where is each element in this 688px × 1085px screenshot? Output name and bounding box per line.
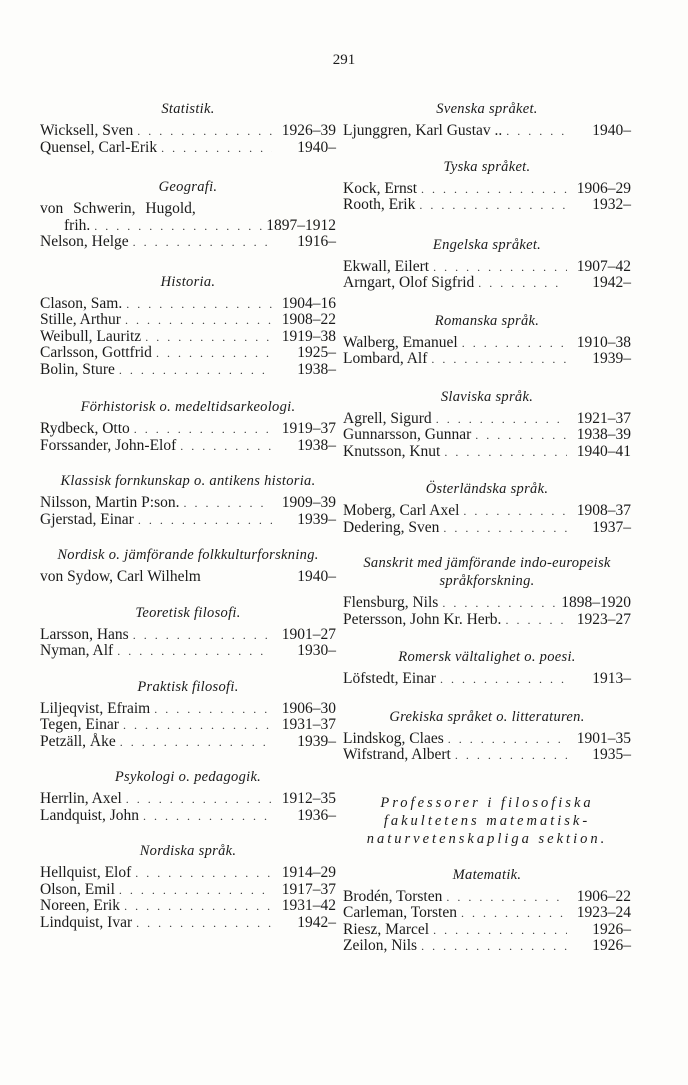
entry-name: Carleman, Torsten	[343, 904, 457, 921]
entry-name: Hellquist, Elof	[40, 864, 132, 881]
leader-dots	[442, 595, 557, 612]
leader-dots	[184, 495, 272, 512]
entry-name: Gunnarsson, Gunnar	[343, 426, 472, 443]
entry-years: 1907–42	[576, 257, 631, 275]
leader-dots	[440, 671, 567, 688]
entry-name: Petersson, John Kr. Herb.	[343, 610, 502, 628]
entry-name: Zeilon, Nils	[343, 937, 418, 954]
entry-row	[40, 701, 336, 718]
entry-years: 1926–	[592, 937, 631, 954]
entry-years: 1919–37	[281, 420, 336, 437]
entry-years: 1904–16	[281, 294, 336, 312]
leader-dots	[448, 731, 567, 748]
entry-name: Riesz, Marcel	[343, 920, 430, 938]
leader-dots	[443, 520, 567, 537]
leader-dots	[138, 512, 272, 529]
leader-dots	[133, 234, 272, 251]
entry-row	[343, 427, 631, 444]
entry-years: 1908–22	[281, 311, 336, 328]
entry-name: Bolin, Sture	[40, 360, 115, 378]
entry-years: 1931–42	[281, 897, 336, 914]
entry-row	[40, 140, 336, 157]
entry-name: Brodén, Torsten	[343, 887, 443, 905]
entry-years: 1897–1912	[266, 216, 336, 234]
entry-name: Ekwall, Eilert	[343, 257, 430, 275]
entry-row	[40, 123, 336, 140]
entry-years: 1913–	[592, 670, 631, 687]
entry-row	[343, 905, 631, 922]
entry-years: 1940–	[592, 122, 631, 139]
entry-row	[343, 197, 631, 214]
leader-dots	[461, 905, 567, 922]
leader-dots	[419, 197, 567, 214]
entry-years: 1906–30	[281, 699, 336, 717]
entry-name: Walberg, Emanuel	[343, 333, 458, 351]
entry-years: 1935–	[592, 746, 631, 763]
leader-dots	[94, 218, 262, 235]
section	[40, 273, 336, 379]
entry-years: 1926–	[592, 920, 631, 938]
section-heading: Tyska språket.	[443, 158, 531, 175]
section-heading: Svenska språket.	[436, 101, 538, 117]
leader-dots	[120, 734, 272, 751]
entry-years: 1932–	[592, 196, 631, 213]
leader-dots	[433, 259, 567, 276]
entry-years: 1908–37	[576, 502, 631, 519]
entry-row	[343, 411, 631, 428]
entry-name: Forssander, John-Elof	[40, 436, 177, 454]
section-heading: Österländska språk.	[425, 481, 549, 497]
section	[343, 388, 631, 461]
leader-dots	[436, 411, 567, 428]
entry-row	[40, 627, 336, 644]
leader-dots	[119, 882, 272, 899]
section	[40, 472, 336, 528]
section	[40, 768, 336, 824]
entry-name: Clason, Sam.	[40, 294, 123, 312]
leader-dots	[444, 444, 567, 461]
section-heading: Romanska språk.	[434, 312, 540, 329]
section-heading: Nordisk o. jämförande folkkulturforskning.	[57, 547, 319, 563]
leader-dots	[145, 329, 272, 346]
leader-dots	[506, 123, 567, 140]
entry-row	[40, 218, 336, 235]
entry-name: Tegen, Einar	[40, 716, 119, 733]
entry-years: 1926–39	[281, 122, 336, 139]
entry-name: Flensburg, Nils	[343, 594, 439, 611]
entry-row	[343, 922, 631, 939]
section-heading: Statistik.	[161, 101, 215, 117]
entry-years: 1916–	[297, 233, 336, 250]
leader-dots	[180, 438, 272, 455]
entry-row	[40, 296, 336, 313]
entry-years: 1936–	[297, 806, 336, 824]
leader-dots	[125, 312, 272, 329]
entry-row	[40, 495, 336, 512]
entry-row	[343, 275, 631, 292]
entry-row	[40, 808, 336, 825]
leader-dots	[446, 889, 567, 906]
entry-row	[40, 421, 336, 438]
entry-row	[343, 747, 631, 764]
entry-row	[40, 438, 336, 455]
section	[40, 178, 336, 251]
entry-row	[343, 444, 631, 461]
section-heading: Engelska språket.	[432, 236, 542, 253]
leader-dots	[126, 296, 272, 313]
section-heading: Slaviska språk.	[440, 388, 534, 405]
leader-dots	[463, 503, 567, 520]
entry-row	[40, 512, 336, 529]
entry-years: 1938–39	[576, 426, 631, 443]
section-heading: Nordiska språk.	[139, 843, 237, 859]
section-heading: Praktisk filosofi.	[137, 678, 239, 695]
entry-row	[343, 612, 631, 629]
entry-years: 1937–	[592, 518, 631, 536]
entry-row	[343, 123, 631, 140]
entry-row	[343, 259, 631, 276]
entry-name: Stille, Arthur	[40, 311, 121, 328]
entry-row	[343, 351, 631, 368]
leader-dots	[126, 791, 272, 808]
entry-years: 1942–	[592, 274, 631, 291]
entry-years: 1923–27	[576, 610, 631, 628]
leader-dots	[161, 140, 272, 157]
entry-years: 1930–	[297, 642, 336, 659]
entry-years: 1901–27	[281, 625, 336, 643]
section	[343, 100, 631, 140]
entry-name: Moberg, Carl Axel	[343, 502, 460, 519]
entry-name: Kock, Ernst	[343, 179, 418, 197]
section-heading: Grekiska språket o. litteraturen.	[389, 708, 585, 725]
entry-name: Larsson, Hans	[40, 625, 129, 643]
leader-dots	[421, 181, 567, 198]
leader-dots	[154, 701, 272, 718]
leader-dots	[117, 643, 272, 660]
leader-dots	[475, 427, 567, 444]
entry-years: 1909–39	[281, 494, 336, 511]
section-heading: Klassisk fornkunskap o. antikens historia.	[60, 473, 316, 489]
section	[343, 554, 631, 628]
entry-name: Herrlin, Axel	[40, 790, 122, 807]
entry-years: 1912–35	[281, 790, 336, 807]
section-heading: Teoretisk filosofi.	[135, 604, 241, 621]
section	[343, 866, 631, 955]
section-heading: Psykologi o. pedagogik.	[114, 769, 262, 785]
section-heading: Geografi.	[158, 179, 218, 195]
section	[343, 312, 631, 368]
entry-years: 1906–29	[576, 179, 631, 197]
section	[40, 546, 336, 586]
entry-name: Wifstrand, Albert	[343, 746, 451, 763]
entry-row	[343, 595, 631, 612]
page-number: 291	[332, 52, 356, 68]
entry-row	[40, 234, 336, 251]
entry-name: Lombard, Alf	[343, 350, 428, 367]
entry-row	[40, 915, 336, 932]
entry-name: Lindquist, Ivar	[40, 913, 133, 931]
entry-name: Rooth, Erik	[343, 196, 416, 213]
entry-years: 1931–37	[281, 716, 336, 733]
entry-row	[40, 362, 336, 379]
right-column	[343, 82, 631, 955]
entry-years: 1914–29	[281, 864, 336, 881]
entry-name: Wicksell, Sven	[40, 122, 134, 139]
entry-years: 1939–	[297, 732, 336, 750]
entry-name: Quensel, Carl-Erik	[40, 138, 158, 156]
entry-name: Weibull, Lauritz	[40, 327, 142, 345]
entry-name: Liljeqvist, Efraim	[40, 699, 151, 717]
entry-name: Carlsson, Gottfrid	[40, 344, 152, 361]
section	[343, 708, 631, 764]
entry-name: Nelson, Helge	[40, 233, 129, 250]
entry-name: Ljunggren, Karl Gustav ..	[343, 122, 503, 139]
entry-name: Agrell, Sigurd	[343, 409, 432, 427]
entry-years: 1942–	[297, 913, 336, 931]
entry-row	[343, 181, 631, 198]
section	[40, 100, 336, 156]
leader-dots	[421, 938, 567, 955]
entry-row	[343, 520, 631, 537]
section	[343, 480, 631, 536]
leader-dots	[134, 421, 272, 438]
leader-dots	[156, 345, 272, 362]
entry-name: Petzäll, Åke	[40, 732, 116, 750]
entry-years: 1925–	[297, 344, 336, 361]
section-heading: Förhistorisk o. medeltidsarkeologi.	[80, 399, 296, 415]
entry-years: 1939–	[297, 510, 336, 528]
entry-name: Noreen, Erik	[40, 897, 121, 914]
leader-dots	[119, 362, 272, 379]
entry-years: 1917–37	[281, 880, 336, 898]
entry-years: 1940–41	[576, 442, 631, 460]
entry-row	[40, 312, 336, 329]
entry-name: Löfstedt, Einar	[343, 670, 436, 687]
entry-name: Gjerstad, Einar	[40, 510, 134, 528]
entry-name: Rydbeck, Otto	[40, 420, 130, 437]
leader-dots	[455, 747, 567, 764]
entry-years: 1939–	[592, 350, 631, 367]
entry-row	[40, 329, 336, 346]
leader-dots	[462, 335, 567, 352]
section-heading: Professorer i filosofiska fakultetens matematisk-naturvetenskapliga sektion.	[366, 794, 608, 847]
entry-name: Arngart, Olof Sigfrid	[343, 274, 475, 291]
entry-row	[343, 335, 631, 352]
leader-dots	[135, 865, 272, 882]
entry-years: 1898–1920	[561, 594, 631, 611]
leader-dots	[505, 612, 567, 629]
entry-years: 1921–37	[576, 409, 631, 427]
section	[40, 604, 336, 660]
leader-dots	[143, 808, 272, 825]
entry-row	[343, 938, 631, 955]
entry-name: von Sydow, Carl Wilhelm	[40, 568, 201, 585]
entry-row	[40, 865, 336, 882]
section	[40, 398, 336, 454]
entry-years: 1938–	[297, 436, 336, 454]
section-heading: Historia.	[160, 273, 216, 290]
section	[343, 648, 631, 688]
entry-row	[40, 882, 336, 899]
section-heading: Romersk vältalighet o. poesi.	[398, 649, 576, 665]
entry-row	[343, 671, 631, 688]
leader-dots	[136, 915, 272, 932]
entry-row	[40, 643, 336, 660]
entry-years: 1906–22	[576, 887, 631, 905]
section-heading: Matematik.	[452, 866, 522, 883]
entry-name: Nyman, Alf	[40, 642, 114, 659]
entry-years: 1938–	[297, 360, 336, 378]
entry-row	[40, 569, 336, 586]
entry-years: 1940–	[297, 138, 336, 156]
entry-name: Olson, Emil	[40, 880, 115, 898]
entry-years: 1901–35	[576, 729, 631, 747]
entry-name: Knutsson, Knut	[343, 442, 441, 460]
entry-row	[40, 734, 336, 751]
entry-years: 1923–24	[576, 904, 631, 921]
section	[343, 236, 631, 292]
entry-row	[40, 791, 336, 808]
section	[40, 678, 336, 751]
entry-name: Landquist, John	[40, 806, 140, 824]
entry-name: Lindskog, Claes	[343, 729, 444, 747]
entry-row	[40, 345, 336, 362]
section	[343, 158, 631, 214]
entry-name: frih.	[64, 216, 91, 234]
leader-dots	[478, 275, 567, 292]
entry-row	[40, 898, 336, 915]
entry-name: Dedering, Sven	[343, 518, 440, 536]
leader-dots	[433, 922, 567, 939]
entry-row	[343, 889, 631, 906]
leader-dots	[137, 123, 272, 140]
entry-row	[40, 717, 336, 734]
left-column	[40, 82, 336, 931]
entry-name-line: von Schwerin, Hugold,	[40, 200, 196, 217]
leader-dots	[123, 717, 272, 734]
entry-row	[343, 731, 631, 748]
entry-years: 1919–38	[281, 327, 336, 345]
entry-years: 1940–	[297, 568, 336, 585]
leader-dots	[124, 898, 272, 915]
entry-years: 1910–38	[576, 333, 631, 351]
leader-dots	[431, 351, 567, 368]
section-heading: Sanskrit med jämförande indo-europeisk språkforskning.	[363, 555, 611, 589]
leader-dots	[133, 627, 272, 644]
section	[40, 842, 336, 931]
entry-row	[343, 503, 631, 520]
section	[343, 794, 631, 848]
entry-name: Nilsson, Martin P:son.	[40, 494, 180, 511]
